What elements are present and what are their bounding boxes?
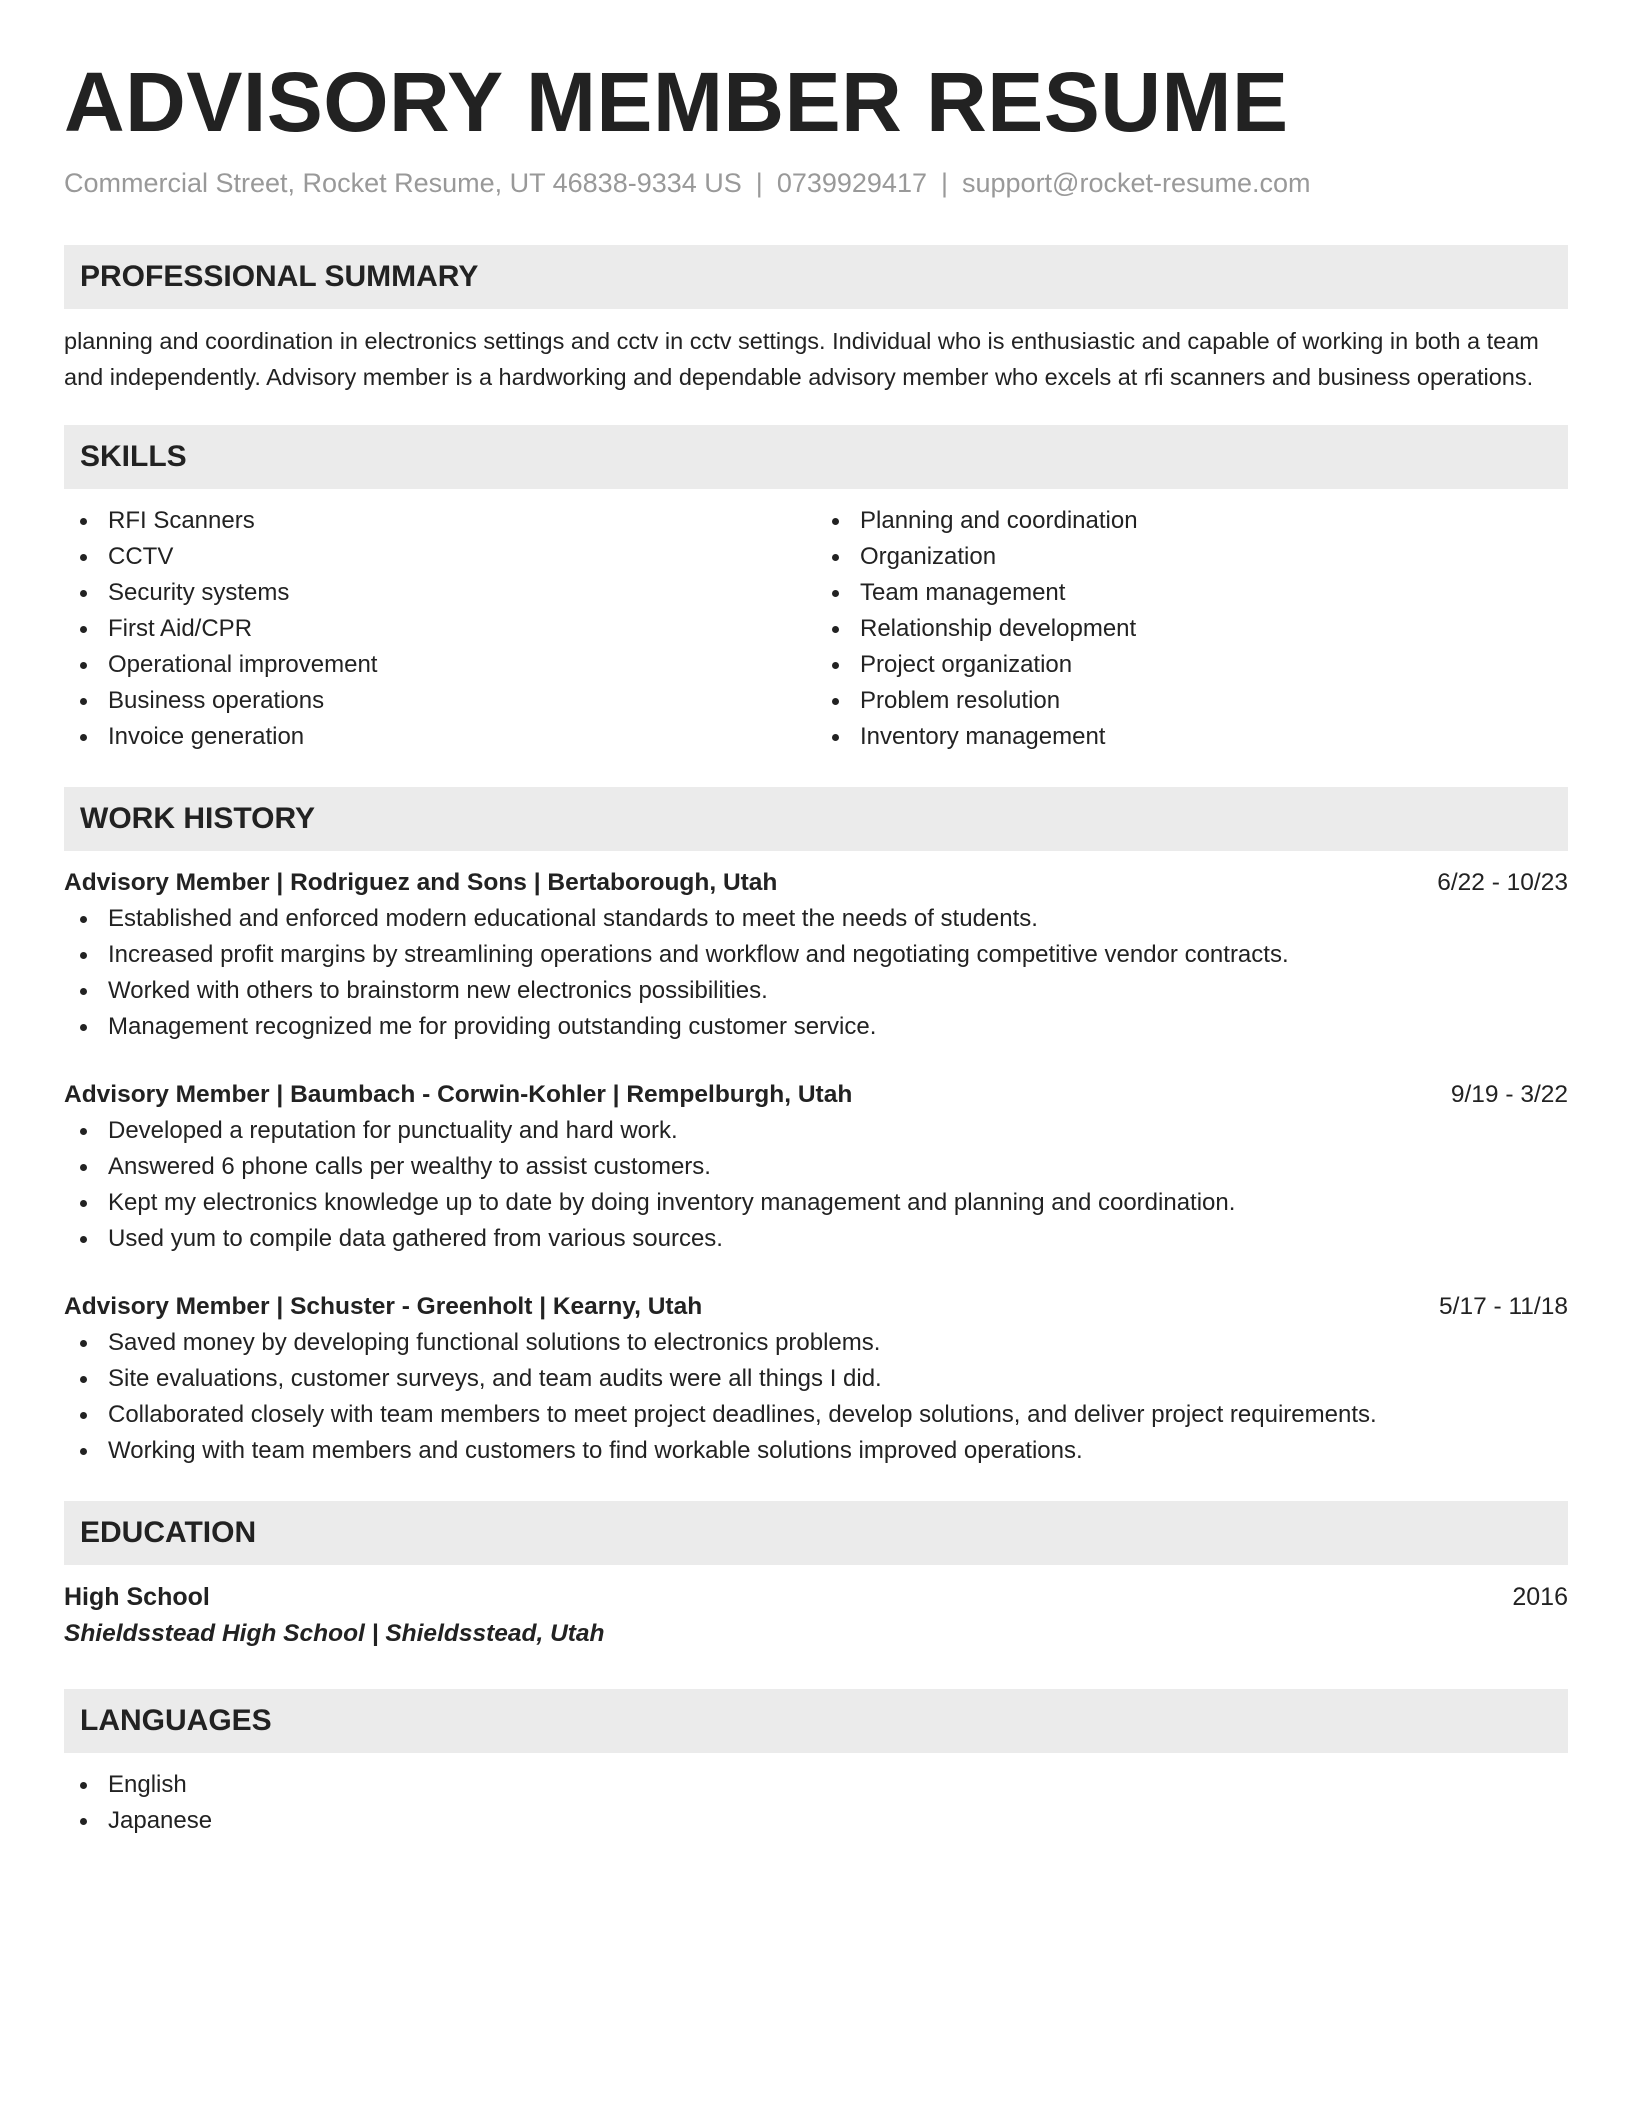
- skills-grid: [64, 503, 1568, 755]
- job-header: [64, 865, 1568, 901]
- contact-separator: |: [755, 168, 763, 199]
- skills-column-left: [64, 503, 816, 755]
- job-dates: 6/22 - 10/23: [1437, 869, 1568, 897]
- job-bullet: Kept my electronics knowledge up to date by doing inventory management and planning and coordination.: [64, 1185, 1568, 1221]
- job-bullet: Collaborated closely with team members to meet project deadlines, develop solutions, and deliver project requirements.: [64, 1397, 1568, 1433]
- job-title: Advisory Member | Baumbach - Corwin-Kohler | Rempelburgh, Utah: [64, 1081, 853, 1109]
- contact-address: Commercial Street, Rocket Resume, UT 46838-9334 US: [64, 168, 742, 199]
- job-bullet: Used yum to compile data gathered from various sources.: [64, 1221, 1568, 1257]
- job-entry: [64, 865, 1568, 1045]
- job-entry: [64, 1077, 1568, 1257]
- education-entry: [64, 1579, 1568, 1653]
- skill-item: CCTV: [64, 539, 816, 575]
- skill-item: Inventory management: [816, 719, 1568, 755]
- language-item: Japanese: [64, 1803, 1568, 1839]
- job-bullet: Worked with others to brainstorm new electronics possibilities.: [64, 973, 1568, 1009]
- education-year: 2016: [1512, 1583, 1568, 1612]
- skill-item: Planning and coordination: [816, 503, 1568, 539]
- section-header-languages: LANGUAGES: [64, 1689, 1568, 1753]
- job-header: [64, 1289, 1568, 1325]
- section-header-education: EDUCATION: [64, 1501, 1568, 1565]
- education-degree: High School: [64, 1583, 210, 1612]
- job-bullet: Increased profit margins by streamlining operations and workflow and negotiating competitive vendor contracts.: [64, 937, 1568, 973]
- skills-column-right: [816, 503, 1568, 755]
- job-dates: 9/19 - 3/22: [1450, 1081, 1568, 1109]
- contact-phone: 0739929417: [776, 168, 927, 199]
- summary-text: planning and coordination in electronics settings and cctv in cctv settings. Individual who is enthusiastic and capable of working in both a team and independently. Advisory member is a hardworking and dependable advisory member who excels at rfi scanners and business operations.: [64, 328, 1539, 391]
- skill-item: Project organization: [816, 647, 1568, 683]
- job-bullet: Established and enforced modern educational standards to meet the needs of students.: [64, 901, 1568, 937]
- job-bullet: Answered 6 phone calls per wealthy to assist customers.: [64, 1149, 1568, 1185]
- education-header: [64, 1579, 1568, 1615]
- skill-item: Organization: [816, 539, 1568, 575]
- skill-item: Relationship development: [816, 611, 1568, 647]
- section-header-work-history: WORK HISTORY: [64, 787, 1568, 851]
- job-bullet: Management recognized me for providing outstanding customer service.: [64, 1009, 1568, 1045]
- skill-item: Operational improvement: [64, 647, 816, 683]
- skill-item: Team management: [816, 575, 1568, 611]
- skill-item: Problem resolution: [816, 683, 1568, 719]
- contact-email: support@rocket-resume.com: [962, 168, 1311, 199]
- job-dates: 5/17 - 11/18: [1439, 1293, 1568, 1321]
- education-school: Shieldsstead High School | Shieldsstead, Utah: [64, 1620, 605, 1648]
- job-bullet: Saved money by developing functional solutions to electronics problems.: [64, 1325, 1568, 1361]
- skill-item: First Aid/CPR: [64, 611, 816, 647]
- job-title: Advisory Member | Schuster - Greenholt | Kearny, Utah: [64, 1293, 703, 1321]
- skill-item: Security systems: [64, 575, 816, 611]
- section-header-summary: PROFESSIONAL SUMMARY: [64, 245, 1568, 309]
- job-title: Advisory Member | Rodriguez and Sons | Bertaborough, Utah: [64, 869, 778, 897]
- contact-line: [64, 168, 1568, 199]
- language-item: English: [64, 1767, 1568, 1803]
- contact-separator: |: [940, 168, 948, 199]
- job-bullet: Developed a reputation for punctuality and hard work.: [64, 1113, 1568, 1149]
- skill-item: Invoice generation: [64, 719, 816, 755]
- job-bullet: Working with team members and customers to find workable solutions improved operations.: [64, 1433, 1568, 1469]
- skill-item: Business operations: [64, 683, 816, 719]
- job-entry: [64, 1289, 1568, 1469]
- job-bullet: Site evaluations, customer surveys, and team audits were all things I did.: [64, 1361, 1568, 1397]
- section-header-skills: SKILLS: [64, 425, 1568, 489]
- resume-title: ADVISORY MEMBER RESUME: [64, 55, 1289, 149]
- languages-list: [64, 1767, 1568, 1839]
- job-header: [64, 1077, 1568, 1113]
- skill-item: RFI Scanners: [64, 503, 816, 539]
